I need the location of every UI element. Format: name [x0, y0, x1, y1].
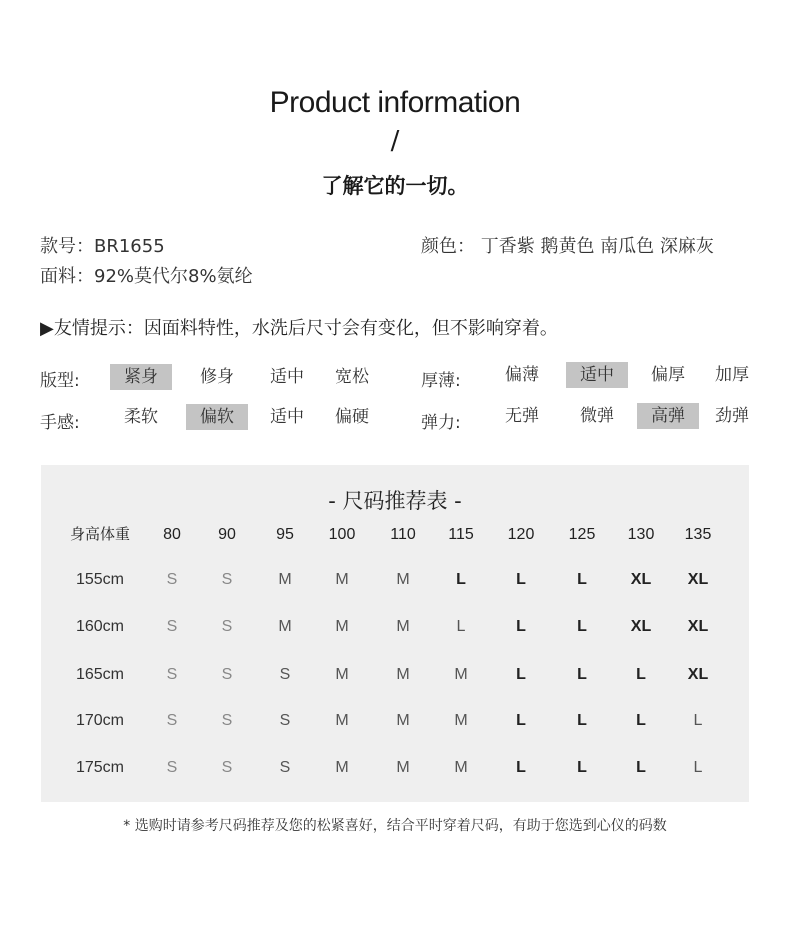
size-cell: L [516, 712, 526, 729]
size-cell: XL [687, 618, 709, 635]
weight-header: 95 [276, 526, 294, 543]
title-cn: 了解它的一切。 [321, 174, 469, 198]
thickness-label: 厚薄: [421, 371, 461, 391]
footer-note: * 选购时请参考尺码推荐及您的松紧喜好，结合平时穿着尺码，有助于您选到心仪的码数 [123, 818, 667, 834]
height-label: 160cm [75, 618, 125, 635]
size-cell: S [221, 666, 233, 683]
size-cell: S [221, 618, 233, 635]
thickness-option-medium: 适中 [566, 362, 628, 388]
size-cell: L [577, 618, 587, 635]
weight-header: 125 [568, 526, 596, 543]
size-cell: L [516, 666, 526, 683]
size-cell: M [454, 759, 468, 776]
size-cell: S [166, 618, 178, 635]
size-cell: S [221, 759, 233, 776]
weight-header: 80 [163, 526, 181, 543]
size-cell: L [516, 759, 526, 776]
size-cell: XL [687, 571, 709, 588]
weight-header: 90 [218, 526, 236, 543]
size-cell: L [456, 618, 466, 635]
size-cell: L [636, 759, 646, 776]
size-cell: M [396, 618, 410, 635]
size-cell: S [166, 666, 178, 683]
thickness-option-extra-thick: 加厚 [715, 365, 749, 385]
size-cell: M [396, 571, 410, 588]
size-cell: M [278, 618, 292, 635]
feel-option-fairly-soft: 偏软 [186, 404, 248, 430]
height-label: 165cm [75, 666, 125, 683]
elasticity-option-strong: 劲弹 [715, 406, 749, 426]
size-cell: S [221, 571, 233, 588]
weight-header: 130 [627, 526, 655, 543]
size-cell: XL [630, 618, 652, 635]
size-cell: XL [630, 571, 652, 588]
size-cell: S [221, 712, 233, 729]
weight-header: 110 [390, 526, 416, 543]
size-cell: S [166, 571, 178, 588]
size-cell: M [335, 759, 349, 776]
size-cell: M [396, 712, 410, 729]
size-cell: L [577, 571, 587, 588]
weight-header: 120 [507, 526, 535, 543]
weight-header: 135 [684, 526, 712, 543]
size-cell: L [516, 618, 526, 635]
height-label: 175cm [75, 759, 125, 776]
fit-option-slim: 修身 [200, 367, 234, 387]
title-slash: / [390, 126, 400, 156]
size-chart-panel [41, 465, 749, 802]
size-cell: M [454, 666, 468, 683]
size-chart-corner-label: 身高体重 [69, 526, 130, 543]
size-cell: M [335, 666, 349, 683]
size-cell: M [454, 712, 468, 729]
feel-option-firm: 偏硬 [335, 407, 369, 427]
size-cell: S [279, 712, 291, 729]
size-cell: XL [687, 666, 709, 683]
thickness-option-thick: 偏厚 [651, 365, 685, 385]
weight-header: 115 [448, 526, 474, 543]
size-cell: M [278, 571, 292, 588]
fit-option-regular: 适中 [270, 367, 304, 387]
size-cell: L [693, 712, 703, 729]
fit-label: 版型: [40, 371, 80, 391]
fit-option-tight: 紧身 [110, 364, 172, 390]
thickness-option-thin: 偏薄 [505, 365, 539, 385]
size-cell: S [279, 666, 291, 683]
elasticity-option-high: 高弹 [637, 403, 699, 429]
feel-option-soft: 柔软 [124, 407, 158, 427]
fit-option-loose: 宽松 [335, 367, 369, 387]
elasticity-label: 弹力: [421, 413, 461, 433]
height-label: 170cm [75, 712, 125, 729]
title-en: Product information [269, 86, 521, 119]
size-cell: M [335, 571, 349, 588]
weight-header: 100 [328, 526, 356, 543]
wash-notice: ▶友情提示：因面料特性，水洗后尺寸会有变化，但不影响穿着。 [40, 318, 558, 339]
size-cell: M [335, 712, 349, 729]
size-cell: S [166, 712, 178, 729]
size-cell: L [636, 666, 646, 683]
feel-option-medium: 适中 [270, 407, 304, 427]
style-number: 款号：BR1655 [40, 236, 165, 257]
size-cell: M [335, 618, 349, 635]
size-cell: S [166, 759, 178, 776]
size-cell: L [693, 759, 703, 776]
feel-label: 手感: [40, 413, 80, 433]
size-cell: M [396, 666, 410, 683]
size-cell: L [577, 666, 587, 683]
size-cell: S [279, 759, 291, 776]
size-cell: L [636, 712, 646, 729]
size-chart-title: - 尺码推荐表 - [328, 489, 462, 513]
color-info: 颜色： 丁香紫 鹅黄色 南瓜色 深麻灰 [421, 236, 714, 257]
elasticity-option-slight: 微弹 [580, 406, 614, 426]
fabric-info: 面料：92%莫代尔8%氨纶 [40, 266, 253, 287]
height-label: 155cm [75, 571, 125, 588]
size-cell: L [456, 571, 466, 588]
size-cell: L [577, 759, 587, 776]
elasticity-option-none: 无弹 [505, 406, 539, 426]
size-cell: L [516, 571, 526, 588]
size-cell: M [396, 759, 410, 776]
size-cell: L [577, 712, 587, 729]
